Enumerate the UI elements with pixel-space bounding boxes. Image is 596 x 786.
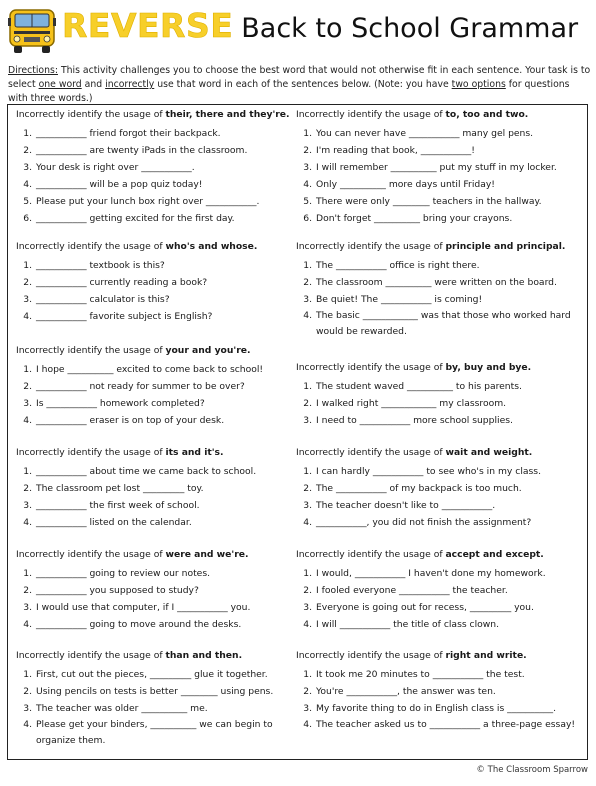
grammar-section <box>16 108 298 227</box>
section-heading <box>296 446 586 459</box>
header <box>0 0 596 60</box>
question-text: ___________ the first week of school. <box>36 500 200 511</box>
question-text: ___________ you supposed to study? <box>36 585 199 596</box>
question-number: 1. <box>23 364 32 375</box>
question-number: 1. <box>23 568 32 579</box>
grammar-section <box>16 548 298 633</box>
question-item <box>296 412 586 429</box>
question-text: I walked right ____________ my classroom. <box>316 398 507 409</box>
question-number: 2. <box>303 398 312 409</box>
question-item <box>296 395 586 412</box>
question-item <box>296 274 586 291</box>
directions-text-3: for questions with three words.) <box>8 79 570 104</box>
question-text: ___________ going to move around the desks. <box>36 619 242 630</box>
grammar-section <box>296 361 586 429</box>
heading-prefix: Incorrectly identify the usage of <box>296 362 443 373</box>
question-number: 4. <box>23 619 32 630</box>
section-heading <box>16 548 298 561</box>
question-text: ___________ friend forgot their backpack. <box>36 128 221 139</box>
question-text: Don't forget __________ bring your crayons. <box>316 213 513 224</box>
question-item <box>16 497 298 514</box>
question-number: 2. <box>303 585 312 596</box>
heading-words: than and then. <box>165 650 243 661</box>
question-text: The ___________ of my backpack is too much. <box>316 483 522 494</box>
question-number: 1. <box>303 128 312 139</box>
heading-prefix: Incorrectly identify the usage of <box>296 241 443 252</box>
question-list <box>296 257 586 340</box>
question-text: The basic ____________ was that those who worked hard would be rewarded. <box>316 310 571 337</box>
title-rest: Back to School Grammar <box>241 13 579 44</box>
question-text: Be quiet! The ___________ is coming! <box>316 294 483 305</box>
question-number: 4. <box>303 179 312 190</box>
question-text: The classroom __________ were written on the board. <box>316 277 557 288</box>
question-number: 3. <box>23 602 32 613</box>
question-item <box>16 159 298 176</box>
heading-words: right and write. <box>445 650 527 661</box>
credit: © The Classroom Sparrow <box>476 765 588 775</box>
question-list <box>296 666 586 733</box>
question-item <box>16 257 298 274</box>
question-list <box>16 125 298 227</box>
question-text: Everyone is going out for recess, _________ you. <box>316 602 534 613</box>
question-text: ___________ are twenty iPads in the classroom. <box>36 145 248 156</box>
question-item <box>296 683 586 700</box>
question-text: ___________ eraser is on top of your desk. <box>36 415 225 426</box>
grammar-section <box>16 344 298 429</box>
question-number: 2. <box>23 277 32 288</box>
directions-text-1: This activity challenges you to choose the best word that would not otherwise fit in each sentence. Your task is to select <box>8 65 591 90</box>
question-text: I would use that computer, if I ___________ you. <box>36 602 251 613</box>
question-number: 3. <box>23 294 32 305</box>
question-number: 1. <box>23 128 32 139</box>
question-text: ___________ textbook is this? <box>36 260 165 271</box>
section-heading <box>16 446 298 459</box>
heading-prefix: Incorrectly identify the usage of <box>296 109 443 120</box>
directions <box>8 64 592 106</box>
heading-prefix: Incorrectly identify the usage of <box>16 345 163 356</box>
heading-words: their, there and they're. <box>165 109 290 120</box>
question-item <box>296 565 586 582</box>
question-item <box>16 142 298 159</box>
question-item <box>16 565 298 582</box>
question-number: 2. <box>303 483 312 494</box>
question-number: 4. <box>303 719 312 730</box>
heading-prefix: Incorrectly identify the usage of <box>296 447 443 458</box>
grammar-section <box>296 649 586 733</box>
question-number: 3. <box>23 162 32 173</box>
section-heading <box>16 240 298 253</box>
heading-words: who's and whose. <box>165 241 258 252</box>
question-item <box>296 378 586 395</box>
question-item <box>16 291 298 308</box>
question-item <box>16 582 298 599</box>
question-number: 4. <box>303 517 312 528</box>
question-text: The teacher asked us to ___________ a three-page essay! <box>316 719 576 730</box>
question-number: 4. <box>23 179 32 190</box>
question-number: 4. <box>23 719 32 730</box>
question-item <box>296 463 586 480</box>
question-text: ___________ listed on the calendar. <box>36 517 192 528</box>
heading-prefix: Incorrectly identify the usage of <box>16 650 163 661</box>
question-text: ___________ going to review our notes. <box>36 568 211 579</box>
question-item <box>296 480 586 497</box>
question-number: 1. <box>303 260 312 271</box>
question-number: 1. <box>23 466 32 477</box>
heading-words: its and it's. <box>165 447 224 458</box>
question-item <box>296 176 586 193</box>
question-item <box>16 412 298 429</box>
question-text: I hope __________ excited to come back to school! <box>36 364 264 375</box>
question-item <box>16 361 298 378</box>
question-item <box>296 700 586 717</box>
question-number: 5. <box>303 196 312 207</box>
question-item <box>16 666 298 683</box>
question-item <box>296 193 586 210</box>
question-number: 2. <box>303 686 312 697</box>
section-heading <box>296 108 586 121</box>
question-item <box>16 193 298 210</box>
question-number: 4. <box>303 619 312 630</box>
question-text: The teacher was older __________ me. <box>36 703 208 714</box>
question-item <box>16 463 298 480</box>
question-number: 5. <box>23 196 32 207</box>
question-item <box>296 142 586 159</box>
question-number: 4. <box>23 517 32 528</box>
question-item <box>16 176 298 193</box>
question-number: 2. <box>23 585 32 596</box>
section-heading <box>296 361 586 374</box>
question-list <box>16 565 298 633</box>
question-text: It took me 20 minutes to ___________ the test. <box>316 669 525 680</box>
question-text: Please get your binders, __________ we can begin to organize them. <box>36 719 273 746</box>
question-text: ___________ favorite subject is English? <box>36 311 213 322</box>
question-text: ___________ about time we came back to school. <box>36 466 257 477</box>
question-text: I need to ___________ more school supplies. <box>316 415 513 426</box>
grammar-section <box>296 240 586 340</box>
question-list <box>296 125 586 227</box>
heading-words: were and we're. <box>165 549 249 560</box>
question-number: 2. <box>303 145 312 156</box>
heading-words: accept and except. <box>445 549 544 560</box>
question-item <box>296 666 586 683</box>
question-list <box>16 257 298 325</box>
heading-prefix: Incorrectly identify the usage of <box>16 241 163 252</box>
question-item <box>16 514 298 531</box>
question-item <box>296 210 586 227</box>
directions-text-2: use that word in each of the sentences below. (Note: you have <box>157 79 449 90</box>
heading-prefix: Incorrectly identify the usage of <box>16 447 163 458</box>
question-text: The ___________ office is right there. <box>316 260 480 271</box>
section-heading <box>296 649 586 662</box>
question-text: The student waved __________ to his parents. <box>316 381 522 392</box>
question-number: 3. <box>303 500 312 511</box>
question-item <box>296 616 586 633</box>
question-text: I fooled everyone ___________ the teacher. <box>316 585 508 596</box>
question-number: 3. <box>303 162 312 173</box>
question-number: 1. <box>303 466 312 477</box>
heading-words: your and you're. <box>165 345 251 356</box>
question-text: ___________ getting excited for the first day. <box>36 213 235 224</box>
question-text: I can hardly ___________ to see who's in my class. <box>316 466 541 477</box>
question-item <box>16 308 298 325</box>
directions-two-options: two options <box>451 79 506 90</box>
question-number: 2. <box>23 381 32 392</box>
question-text: Please put your lunch box right over ___________. <box>36 196 260 207</box>
question-list <box>296 565 586 633</box>
question-text: I would, ___________ I haven't done my homework. <box>316 568 546 579</box>
heading-words: principle and principal. <box>445 241 566 252</box>
question-text: ___________ will be a pop quiz today! <box>36 179 203 190</box>
question-number: 4. <box>23 415 32 426</box>
grammar-section <box>296 446 586 531</box>
question-number: 1. <box>303 568 312 579</box>
question-text: Only __________ more days until Friday! <box>316 179 495 190</box>
question-item <box>16 700 298 717</box>
question-text: ___________ not ready for summer to be over? <box>36 381 245 392</box>
question-list <box>16 361 298 429</box>
question-item <box>16 378 298 395</box>
question-text: I will ___________ the title of class clown. <box>316 619 500 630</box>
section-heading <box>296 548 586 561</box>
question-number: 3. <box>303 703 312 714</box>
question-item <box>296 514 586 531</box>
question-item <box>296 291 586 308</box>
question-list <box>296 378 586 429</box>
question-list <box>16 666 298 749</box>
question-number: 1. <box>23 260 32 271</box>
question-number: 2. <box>23 483 32 494</box>
question-text: Using pencils on tests is better ________ using pens. <box>36 686 274 697</box>
question-list <box>16 463 298 531</box>
page-title <box>62 6 578 45</box>
question-text: Your desk is right over ___________. <box>36 162 195 173</box>
question-number: 3. <box>303 415 312 426</box>
question-item <box>296 257 586 274</box>
question-item <box>296 717 586 733</box>
question-number: 4. <box>23 311 32 322</box>
question-item <box>16 480 298 497</box>
question-text: Is ___________ homework completed? <box>36 398 205 409</box>
heading-prefix: Incorrectly identify the usage of <box>16 109 163 120</box>
question-text: You're ___________, the answer was ten. <box>316 686 496 697</box>
section-heading <box>296 240 586 253</box>
heading-prefix: Incorrectly identify the usage of <box>296 650 443 661</box>
question-item <box>16 616 298 633</box>
question-item <box>16 599 298 616</box>
question-text: The teacher doesn't like to ___________. <box>316 500 496 511</box>
question-text: ___________, you did not finish the assignment? <box>316 517 532 528</box>
question-item <box>296 125 586 142</box>
question-item <box>16 125 298 142</box>
question-item <box>16 717 298 749</box>
question-number: 4. <box>303 310 312 321</box>
school-bus-icon <box>6 4 58 56</box>
question-text: You can never have ___________ many gel pens. <box>316 128 534 139</box>
heading-prefix: Incorrectly identify the usage of <box>296 549 443 560</box>
question-number: 6. <box>23 213 32 224</box>
question-list <box>296 463 586 531</box>
question-text: My favorite thing to do in English class is __________. <box>316 703 557 714</box>
question-item <box>296 159 586 176</box>
question-number: 2. <box>23 686 32 697</box>
grammar-section <box>296 548 586 633</box>
heading-words: wait and weight. <box>445 447 533 458</box>
heading-words: to, too and two. <box>445 109 529 120</box>
grammar-section <box>16 446 298 531</box>
directions-incorrectly: incorrectly <box>105 79 155 90</box>
heading-words: by, buy and bye. <box>445 362 532 373</box>
question-number: 3. <box>23 703 32 714</box>
question-item <box>296 497 586 514</box>
question-text: ___________ currently reading a book? <box>36 277 208 288</box>
question-text: ___________ calculator is this? <box>36 294 170 305</box>
question-number: 1. <box>23 669 32 680</box>
question-text: There were only ________ teachers in the hallway. <box>316 196 542 207</box>
section-heading <box>16 108 298 121</box>
question-number: 3. <box>23 398 32 409</box>
heading-prefix: Incorrectly identify the usage of <box>16 549 163 560</box>
grammar-section <box>296 108 586 227</box>
grammar-section <box>16 240 298 325</box>
question-text: The classroom pet lost _________ toy. <box>36 483 204 494</box>
question-number: 3. <box>303 294 312 305</box>
section-heading <box>16 649 298 662</box>
question-item <box>296 599 586 616</box>
question-item <box>296 308 586 340</box>
question-text: First, cut out the pieces, _________ glue it together. <box>36 669 268 680</box>
question-text: I'm reading that book, ___________! <box>316 145 475 156</box>
question-number: 3. <box>23 500 32 511</box>
title-highlight: REVERSE <box>62 6 234 45</box>
directions-label: Directions: <box>8 65 58 76</box>
directions-one-word: one word <box>38 79 82 90</box>
question-number: 6. <box>303 213 312 224</box>
section-heading <box>16 344 298 357</box>
question-item <box>16 274 298 291</box>
question-item <box>16 683 298 700</box>
grammar-section <box>16 649 298 749</box>
question-number: 2. <box>23 145 32 156</box>
question-item <box>16 210 298 227</box>
question-text: I will remember __________ put my stuff in my locker. <box>316 162 557 173</box>
question-item <box>296 582 586 599</box>
question-item <box>16 395 298 412</box>
question-number: 2. <box>303 277 312 288</box>
question-number: 1. <box>303 669 312 680</box>
directions-and: and <box>84 79 103 90</box>
question-number: 1. <box>303 381 312 392</box>
question-number: 3. <box>303 602 312 613</box>
